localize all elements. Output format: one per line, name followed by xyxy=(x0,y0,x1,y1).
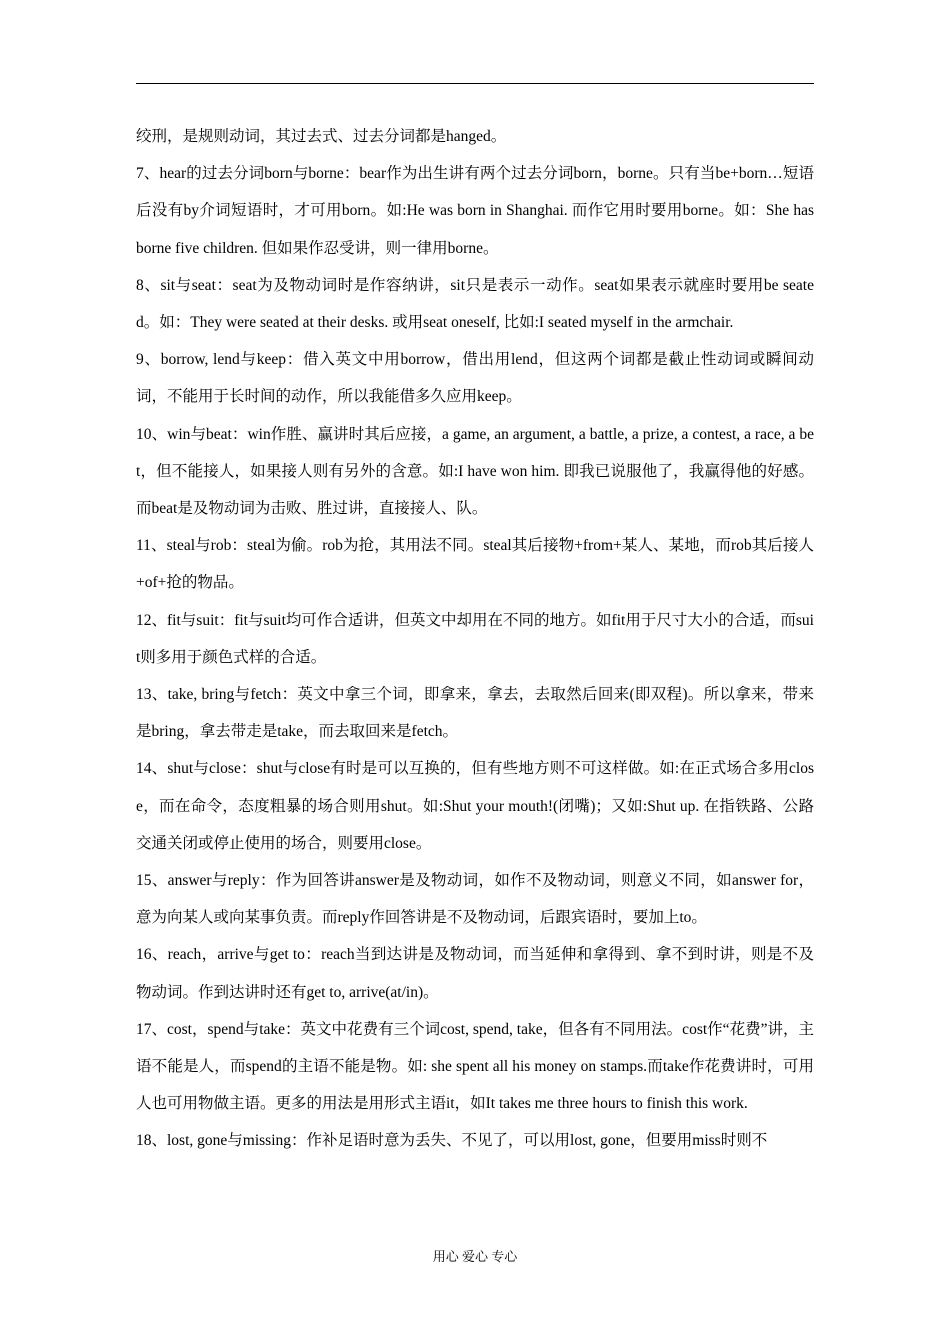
paragraph-lost-gone-missing: 18、lost, gone与missing：作补足语时意为丢失、不见了，可以用lost, gone，但要用miss时则不 xyxy=(136,1132,768,1150)
paragraph-bear-born-borne: 7、hear的过去分词born与borne：bear作为出生讲有两个过去分词born，borne。只有当be+born…短语后没有by介词短语时，才可用born。如:He was born in Shanghai. 而作它用时要用borne。如：She has borne five children. 但如果作忍受讲，则一律用borne。 xyxy=(136,165,814,257)
paragraph-steal-rob: 11、steal与rob：steal为偷。rob为抢，其用法不同。steal其后接物+from+某人、某地，而rob其后接人+of+抢的物品。 xyxy=(136,537,814,592)
paragraph-borrow-lend-keep: 9、borrow, lend与keep：借入英文中用borrow，借出用lend，但这两个词都是截止性动词或瞬间动词，不能用于长时间的动作，所以我能借多久应用keep。 xyxy=(136,351,814,406)
document-body xyxy=(136,118,814,1160)
header-rule xyxy=(136,83,814,84)
page-footer: 用心 爱心 专心 xyxy=(432,1249,518,1264)
paragraph-win-beat: 10、win与beat：win作胜、赢讲时其后应接，a game, an argument, a battle, a prize, a contest, a race, a bet，但不能接人，如果接人则有另外的含意。如:I have won him. 即我已说服他了，我赢得他的好感。而beat是及物动词为击败、胜过讲，直接接人、队。 xyxy=(136,425,814,518)
paragraph-reach-arrive-getto: 16、reach，arrive与get to：reach当到达讲是及物动词，而当延伸和拿得到、拿不到时讲，则是不及物动词。作到达讲时还有get to, arrive(at/in)。 xyxy=(136,946,814,1001)
paragraph-fit-suit: 12、fit与suit：fit与suit均可作合适讲，但英文中却用在不同的地方。如fit用于尺寸大小的合适，而suit则多用于颜色式样的合适。 xyxy=(136,611,814,666)
paragraph-hanged: 绞刑，是规则动词，其过去式、过去分词都是hanged。 xyxy=(136,128,507,145)
paragraph-shut-close: 14、shut与close：shut与close有时是可以互换的，但有些地方则不可这样做。如:在正式场合多用close，而在命令，态度粗暴的场合则用shut。如:Shut your mouth!(闭嘴)；又如:Shut up. 在指铁路、公路交通关闭或停止使用的场合，则要用close。 xyxy=(136,760,814,852)
paragraph-sit-seat: 8、sit与seat：seat为及物动词时是作容纳讲，sit只是表示一动作。seat如果表示就座时要用be seated。如：They were seated at their desks. 或用seat oneself, 比如:I seated myself in the armchair. xyxy=(136,276,814,332)
paragraph-cost-spend-take: 17、cost，spend与take：英文中花费有三个词cost, spend, take，但各有不同用法。cost作“花费”讲，主语不能是人，而spend的主语不能是物。如: she spent all his money on stamps.而take作花费讲时，可用人也可用物做主语。更多的用法是用形式主语it，如It takes me three hours to finish this work. xyxy=(136,1020,814,1113)
paragraph-answer-reply: 15、answer与reply：作为回答讲answer是及物动词，如作不及物动词，则意义不同，如answer for，意为向某人或向某事负责。而reply作回答讲是不及物动词，后跟宾语时，要加上to。 xyxy=(136,872,814,927)
paragraph-take-bring-fetch: 13、take, bring与fetch：英文中拿三个词，即拿来，拿去，去取然后回来(即双程)。所以拿来，带来是bring，拿去带走是take，而去取回来是fetch。 xyxy=(136,686,814,741)
